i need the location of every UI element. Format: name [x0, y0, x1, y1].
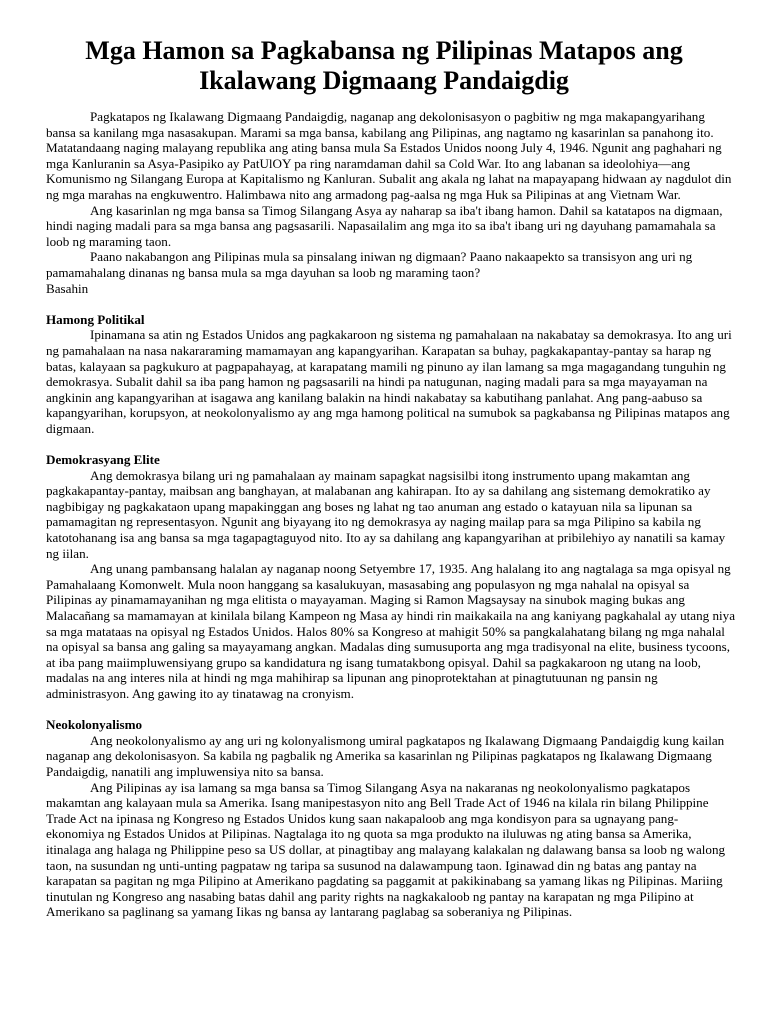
page-title [40, 36, 728, 96]
hamong-politikal-paragraph-1: Ipinamana sa atin ng Estados Unidos ang pagkakaroon ng sistema ng pamahalaan na nakabatay sa demokrasya. Ito ang uri ng pamahalaan na nasa nakararaming mamamayan ang kapangyarihan. Karapatan sa buhay, pagkakapantay-pantay sa harap ng batas, kalayaan sa pagkukuro at pagpapahayag, at karapatang mamili ng pinuno ay ilan lamang sa mga magagandang tunguhin ng demokrasya. Subalit dahil sa iba pang hamon ng pagsasarili na hindi pa natugunan, naging madali para sa mga mayayaman na angkinin ang kapangyarihan at isagawa ang kanilang balakin na hindi nakabatay sa kabutihang panlahat. Ang pang-aabuso sa kapangyarihan, korupsyon, at neokolonyalismo ay ang mga hamong political na sumubok sa pagkabansa ng Pilipinas matapos ang digmaan. [46, 327, 732, 436]
neokolonyalismo-paragraph-1: Ang neokolonyalismo ay ang uri ng kolonyalismong umiral pagkatapos ng Ikalawang Digmaang Pandaigdig kung kailan naganap ang dekolonisasyon. Sa kabila ng pagbalik ng Amerika sa kasarinlan ng Pilipinas pagkatapos ng Ikalawang Digmaang Pandaigdig, nanatili ang impluwensiya nito sa bansa. [46, 732, 725, 779]
document-body [46, 109, 736, 920]
section-heading-neokolonyalismo: Neokolonyalismo [46, 717, 143, 733]
section-heading-demokrasyang-elite: Demokrasyang Elite [46, 452, 160, 468]
intro-paragraph-2: Ang kasarinlan ng mga bansa sa Timog Silangang Asya ay naharap sa iba't ibang hamon. Dahil sa katatapos na digmaan, hindi naging madali para sa mga bansa ang pagsasarili. Napasailalim ang mga ito sa iba't ibang uri ng dayuhang pamamahala sa loob ng maraming taon. [46, 202, 723, 249]
intro-paragraph-3: Paano nakabangon ang Pilipinas mula sa pinsalang iniwan ng digmaan? Paano nakaapekto sa transisyon ang uri ng pamamahalang dinanas ng bansa mula sa mga dayuhan sa loob ng maraming taon? [46, 249, 693, 280]
title-line-2: Ikalawang Digmaang Pandaigdig [199, 66, 569, 95]
demokrasyang-elite-paragraph-1: Ang demokrasya bilang uri ng pamahalaan ay mainam sapagkat nagsisilbi itong instrumento upang makamtan ang pagkakapantay-pantay, maibsan ang banghayan, at malabanan ang kahirapan. Ito ay sa dahilang ang sistemang demokratiko ay nagbibigay ng pagkakataon upang mapakinggan ang boses ng lahat ng tao anuman ang estado o katayuan nila sa lipunan sa pamamagitan ng representasyon. Ngunit ang biyayang ito ng demokrasya ay naging mailap para sa mga Pilipino sa kabila ng katotohanang isa ang bansa sa mga tagapagtaguyod nito. Ito ay sa dahilang ang kapangyarihan at pribilehiyo ay nanatili sa kamay ng iilan. [46, 467, 726, 561]
neokolonyalismo-paragraph-2: Ang Pilipinas ay isa lamang sa mga bansa sa Timog Silangang Asya na nakaranas ng neokolonyalismo pagkatapos makamtan ang kalayaan mula sa Amerika. Isang manipestasyon nito ang Bell Trade Act of 1946 na kilala rin bilang Philippine Trade Act na ipinasa ng Kongreso ng Estados Unidos kung saan nakapaloob ang mga kondisyon para sa ugnayang pang-ekonomiya ng Estados Unidos at Pilipinas. Nagtalaga ito ng quota sa mga produkto na iluluwas ng ating bansa sa Amerika, itinalaga ang halaga ng Philippine peso sa US dollar, at pinagtibay ang malayang kalakalan ng dalawang bansa sa loob ng walong taon, na susundan ng unti-unting pagpataw ng taripa sa susunod na dalawampung taon. Iginawad din ng batas ang pantay na karapatan sa pagitan ng mga Pilipino at Amerikano pagdating sa paggamit at pakikinabang sa yamang likas ng Pilipinas. Mariing tinutulan ng Kongreso ang nasabing batas dahil ang parity rights na nagkakaloob ng pantay na karapatan ng mga Pilipino at Amerikano sa paglinang sa yamang Iikas ng bansa ay lantarang paglabag sa soberaniya ng Pilipinas. [46, 779, 726, 920]
intro-basahin: Basahin [46, 280, 89, 296]
demokrasyang-elite-paragraph-2: Ang unang pambansang halalan ay naganap noong Setyembre 17, 1935. Ang halalang ito ang nagtalaga sa mga opisyal ng Pamahalaang Komonwelt. Mula noon hanggang sa kasalukuyan, masasabing ang populasyon ng mga nahalal na opisyal sa Pilipinas ay pinamamayanihan ng mga elitista o mayayaman. Maging si Ramon Magsaysay na sinubok maging bukas ang Malacañang sa mamamayan at kinilala bilang Kampeon ng Masa ay hindi rin maikakaila na ang kaniyang pagkahalal ay utang niya sa mga matataas na opisyal ng Estados Unidos. Halos 80% sa Kongreso at mahigit 50% sa pangkalahatang bilang ng mga nahalal na opisyal sa bansa ang galing sa mayayamang angkan. Madalas ding sumusuporta ang mga tradisyonal na elite, business tycoons, at iba pang maiimpluwensiyang grupo sa kandidatura ng isang tumatakbong opisyal. Dahil sa pagkakaroon ng utang na loob, madalas na ang interes nila at hindi ng mga mahihirap sa lipunan ang pinoprotektahan at pinagtutuunan ng pansin ng administrasyon. Ang gawing ito ay tinatawag na cronyism. [46, 561, 736, 701]
intro-paragraph-1: Pagkatapos ng Ikalawang Digmaang Pandaigdig, naganap ang dekolonisasyon o pagbitiw ng mga makapangyarihang bansa sa kanilang mga nasasakupan. Marami sa mga bansa, kabilang ang Pilipinas, ang nagtamo ng kasarinlan sa panahong ito. Matatandaang naging malayang republika ang ating bansa mula Sa Estados Unidos noong July 4, 1946. Ngunit ang paghahari ng mga Kanluranin sa Asya-Pasipiko ay PatUlOY pa ring naramdaman dahil sa Cold War. Ito ang labanan sa ideolohiya—ang Komunismo ng Silangang Europa at Kapitalismo ng Kanluran. Subalit ang akala ng lahat na mapayapang hidwaan ay nagdulot din ng mga marahas na engkuwentro. Halimbawa nito ang armadong pag-aalsa ng mga Huk sa Pilipinas at ang Vietnam War. [46, 109, 732, 202]
title-line-1: Mga Hamon sa Pagkabansa ng Pilipinas Matapos ang [85, 36, 683, 65]
section-heading-hamong-politikal: Hamong Politikal [46, 311, 145, 327]
